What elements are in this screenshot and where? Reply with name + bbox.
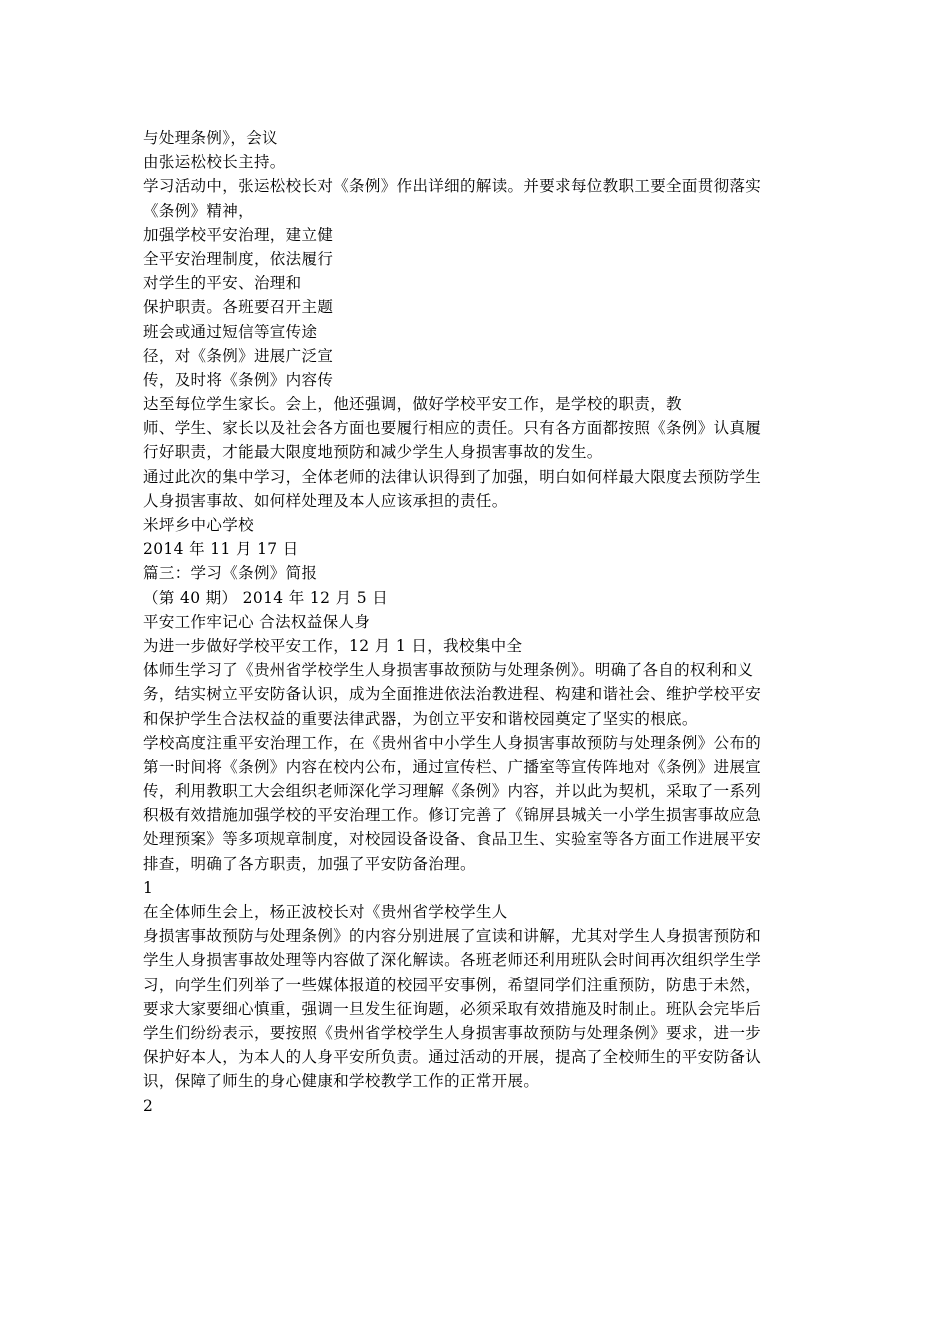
text-line: 行好职责，才能最大限度地预防和减少学生人身损害事故的发生。 bbox=[143, 443, 603, 462]
school-name: 米坪乡中心学校 bbox=[143, 516, 254, 534]
article-heading: 平安工作牢记心 合法权益保人身 bbox=[143, 612, 371, 631]
text-line: 要求大家要细心慎重，强调一旦发生征询题，必须采取有效措施及时制止。班队会完毕后 bbox=[143, 999, 762, 1018]
text-line: 人身损害事故、如何样处理及本人应该承担的责任。 bbox=[143, 491, 508, 510]
text-line: 积极有效措施加强学校的平安治理工作。修订完善了《锦屏县城关一小学生损害事故应急 bbox=[143, 806, 762, 825]
text-line: 达至每位学生家长。会上，他还强调，做好学校平安工作，是学校的职责，教 bbox=[143, 395, 682, 414]
text-line: 习，向学生们列举了一些媒体报道的校园平安事例，希望同学们注重预防，防患于未然， bbox=[143, 975, 762, 994]
text-line: 排查，明确了各方职责，加强了平安防备治理。 bbox=[143, 854, 476, 873]
section-title: 篇三：学习《条例》简报 bbox=[143, 564, 318, 583]
text-line: 学习活动中，张运松校长对《条例》作出详细的解读。并要求每位教职工要全面贯彻落实 bbox=[143, 177, 762, 196]
text-line: 加强学校平安治理，建立健 bbox=[143, 225, 334, 244]
issue-line: （第 40 期） 2014 年 12 月 5 日 bbox=[143, 588, 389, 607]
text-line: 《条例》精神， bbox=[143, 201, 254, 220]
text-line: 身损害事故预防与处理条例》的内容分别进展了宣读和讲解，尤其对学生人身损害预防和 bbox=[143, 927, 762, 946]
text-line: 处理预案》等多项规章制度，对校园设备设备、食品卫生、实验室等各方面工作进展平安 bbox=[143, 830, 762, 849]
text-line: 在全体师生会上，杨正波校长对《贵州省学校学生人 bbox=[143, 903, 508, 921]
text-line: 体师生学习了《贵州省学校学生人身损害事故预防与处理条例》。明确了各自的权利和义 bbox=[143, 661, 754, 680]
text-line: 第一时间将《条例》内容在校内公布，通过宣传栏、广播室等宣传阵地对《条例》进展宣 bbox=[143, 757, 762, 776]
text-line: 由张运松校长主持。 bbox=[143, 153, 286, 172]
page-number: 2 bbox=[143, 1096, 154, 1115]
document-date: 2014 年 11 月 17 日 bbox=[143, 540, 299, 559]
text-line: 保护好本人，为本人的人身平安所负责。通过活动的开展，提高了全校师生的平安防备认 bbox=[143, 1048, 762, 1067]
text-line: 学生们纷纷表示，要按照《贵州省学校学生人身损害事故预防与处理条例》要求，进一步 bbox=[143, 1023, 762, 1042]
page-number: 1 bbox=[143, 878, 154, 897]
text-line: 识，保障了师生的身心健康和学校教学工作的正常开展。 bbox=[143, 1072, 540, 1091]
text-line: 班会或通过短信等宣传途 bbox=[143, 322, 318, 341]
text-line: 为进一步做好学校平安工作，12 月 1 日，我校集中全 bbox=[143, 636, 523, 655]
text-line: 全平安治理制度，依法履行 bbox=[143, 249, 334, 268]
text-line: 径，对《条例》进展广泛宣 bbox=[143, 346, 334, 365]
text-line: 和保护学生合法权益的重要法律武器，为创立平安和谐校园奠定了坚实的根底。 bbox=[143, 709, 698, 728]
text-line: 传，及时将《条例》内容传 bbox=[143, 370, 334, 389]
text-line: 学生人身损害事故处理等内容做了深化解读。各班老师还利用班队会时间再次组织学生学 bbox=[143, 951, 762, 970]
text-line: 务，结实树立平安防备认识，成为全面推进依法治教进程、构建和谐社会、维护学校平安 bbox=[143, 685, 762, 704]
text-line: 与处理条例》，会议 bbox=[143, 129, 278, 147]
text-line: 通过此次的集中学习，全体老师的法律认识得到了加强，明白如何样最大限度去预防学生 bbox=[143, 467, 762, 486]
text-line: 师、学生、家长以及社会各方面也要履行相应的责任。只有各方面都按照《条例》认真履 bbox=[143, 419, 762, 438]
text-line: 保护职责。各班要召开主题 bbox=[143, 298, 334, 317]
text-line: 对学生的平安、治理和 bbox=[143, 274, 302, 293]
text-line: 学校高度注重平安治理工作，在《贵州省中小学生人身损害事故预防与处理条例》公布的 bbox=[143, 733, 762, 752]
text-line: 传，利用教职工大会组织老师深化学习理解《条例》内容，并以此为契机，采取了一系列 bbox=[143, 782, 762, 801]
document-body bbox=[143, 126, 813, 1118]
